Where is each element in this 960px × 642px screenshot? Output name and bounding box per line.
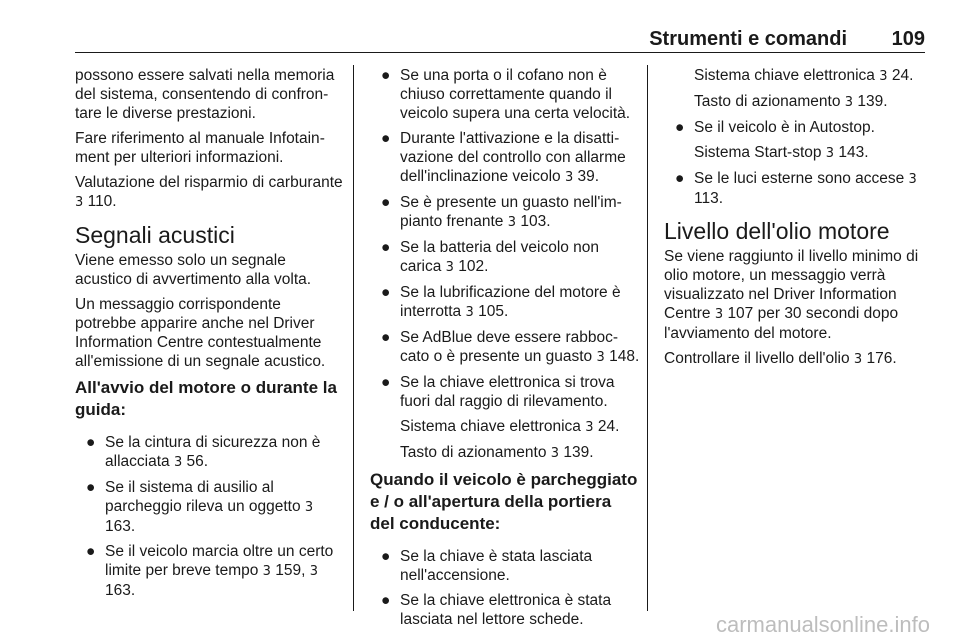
arrow-ref-icon: 3 (714, 307, 724, 322)
arrow-ref-icon: 3 (596, 350, 605, 365)
page-ref[interactable]: 139. (857, 93, 888, 110)
list-item: ● Se la chiave elettronica è stata lasciata nel lettore schede. (381, 592, 612, 628)
page-ref[interactable]: 163. (105, 518, 136, 535)
list-item: ● Se una porta o il cofano non è chiuso correttamente quando il veicolo supera una certa velocità. (381, 67, 631, 122)
page-ref[interactable]: 113. (694, 190, 724, 207)
page-ref[interactable]: 110. (87, 193, 117, 210)
column-3 (664, 66, 929, 375)
list-item: ● Durante l'attivazione e la disattivazione del controllo con allarme dell'inclinazione veicolo 3 39. (381, 130, 626, 185)
subheading: Quando il veicolo è parcheggiato e / o all'apertura della portiera del conducente: (370, 470, 638, 533)
page-ref[interactable]: 176. (866, 350, 897, 367)
page-ref[interactable]: 107 per 30 secondi dopo l'avviamento del motore. (664, 305, 899, 342)
bullet-list (370, 547, 640, 629)
bullet-list (664, 118, 929, 208)
page-ref[interactable]: 103. (520, 213, 551, 230)
bullet-list (370, 66, 640, 463)
page-number: 109 (891, 28, 925, 50)
arrow-ref-icon: 3 (585, 420, 594, 435)
arrow-ref-icon: 3 (262, 564, 271, 579)
paragraph: Un messaggio corrispondente potrebbe apparire anche nel Driver Information Centre contestualmente all'emissione di un segnale acustico. (75, 296, 326, 370)
page-ref[interactable]: 143. (838, 144, 869, 161)
arrow-ref-icon: 3 (304, 500, 314, 515)
page-ref[interactable]: 102. (458, 258, 489, 275)
list-item: ● Se il sistema di ausilio al parcheggio rileva un oggetto 3 163. (86, 479, 314, 535)
column-2 (370, 66, 640, 635)
page-ref[interactable]: 56. (186, 453, 209, 470)
list-item: ● Se la batteria del veicolo non carica 3 102. (381, 239, 600, 275)
page-ref[interactable]: 159, (275, 562, 306, 579)
paragraph: Valutazione del risparmio di carburante 3 110. (75, 174, 343, 210)
paragraph: Se viene raggiunto il livello minimo di olio motore, un messaggio verrà visualizzato nel Driver Information Centre 3 107 per 30 secondi dopo l'avviamento del motore. (664, 248, 919, 342)
list-item: ● Se la cintura di sicurezza non è allacciata 3 56. (86, 434, 321, 470)
list-item: ● Se le luci esterne sono accese 3 113. (675, 170, 917, 207)
watermark: carmanualsonline.info (715, 612, 930, 637)
list-item: ● Se AdBlue deve essere rabboccato o è presente un guasto 3 148. (381, 329, 640, 365)
page-ref[interactable]: 105. (478, 303, 509, 320)
arrow-ref-icon: 3 (844, 95, 854, 110)
section-heading: Segnali acustici (75, 222, 235, 248)
arrow-ref-icon: 3 (879, 69, 888, 84)
arrow-ref-icon: 3 (309, 564, 319, 579)
arrow-ref-icon: 3 (825, 146, 835, 161)
page-ref[interactable]: 163. (105, 582, 136, 599)
arrow-ref-icon: 3 (445, 260, 454, 275)
page-ref[interactable]: 39. (577, 168, 600, 185)
column-divider-1 (353, 65, 354, 611)
page-ref[interactable]: 139. (563, 444, 594, 461)
bullet-list (75, 433, 345, 600)
section-heading: Livello dell'olio motore (664, 218, 890, 244)
page-ref[interactable]: 24. (597, 418, 620, 435)
list-item: ● Se la chiave elettronica si trova fuori dal raggio di rilevamento. Sistema chiave elettronica 3 24. Tasto di azionamento 3 139. (381, 374, 620, 461)
arrow-ref-icon: 3 (75, 195, 84, 210)
arrow-ref-icon: 3 (507, 215, 517, 230)
arrow-ref-icon: 3 (173, 455, 183, 470)
arrow-ref-icon: 3 (853, 352, 863, 367)
list-item: ● Se è presente un guasto nell'impianto frenante 3 103. (381, 194, 622, 230)
paragraph: Controllare il livello dell'olio 3 176. (664, 350, 897, 367)
section-title: Strumenti e comandi (649, 28, 847, 50)
paragraph: Viene emesso solo un segnale acustico di avvertimento alla volta. (75, 252, 312, 288)
column-divider-2 (647, 65, 648, 611)
continued-item: Sistema chiave elettronica 3 24. Tasto di azionamento 3 139. (694, 67, 914, 110)
list-item: ● Se il veicolo marcia oltre un certo limite per breve tempo 3 159, 3 163. (86, 543, 334, 599)
page-ref[interactable]: 148. (609, 348, 640, 365)
list-item: ● Se il veicolo è in Autostop. Sistema Start-stop 3 143. (675, 119, 875, 161)
page-ref[interactable]: 24. (891, 67, 914, 84)
arrow-ref-icon: 3 (908, 172, 917, 187)
arrow-ref-icon: 3 (550, 446, 560, 461)
arrow-ref-icon: 3 (465, 305, 474, 320)
page-header (75, 26, 925, 52)
list-item: ● Se la chiave è stata lasciata nell'accensione. (381, 548, 593, 584)
subheading: All'avvio del motore o durante la guida: (75, 378, 337, 419)
arrow-ref-icon: 3 (564, 170, 574, 185)
header-divider (75, 52, 925, 53)
paragraph: Fare riferimento al manuale Infotainment per ulteriori informazioni. (75, 130, 325, 166)
list-item: ● Se la lubrificazione del motore è interrotta 3 105. (381, 284, 621, 320)
column-1 (75, 66, 345, 606)
paragraph: possono essere salvati nella memoria del sistema, consentendo di confrontare le diverse prestazioni. (75, 67, 335, 122)
